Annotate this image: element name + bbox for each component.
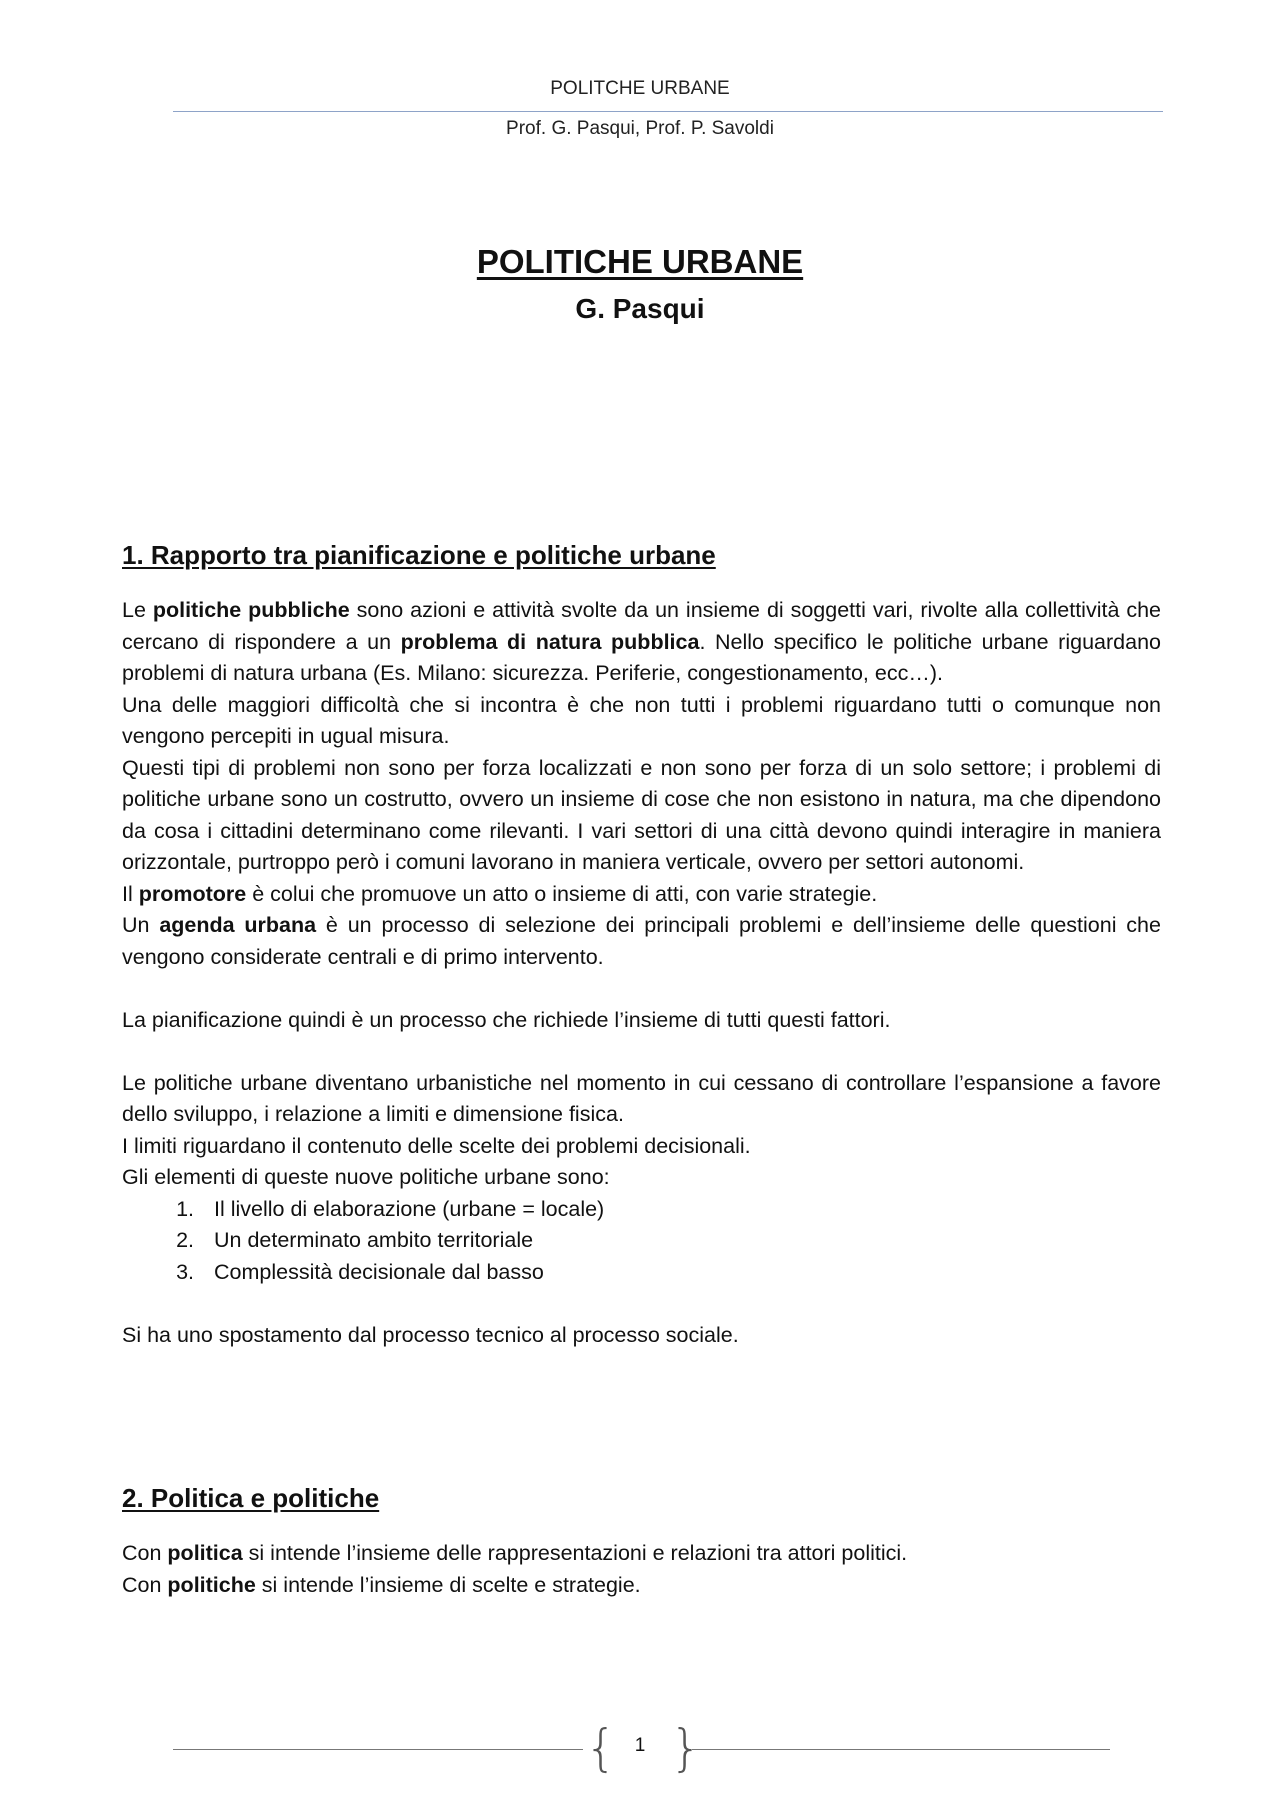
section-1-paragraph-5 <box>122 910 1161 973</box>
section-1-paragraph-10: Si ha uno spostamento dal processo tecnico al processo sociale. <box>122 1322 739 1347</box>
section-1-paragraph-6: La pianificazione quindi è un processo che richiede l’insieme di tutti questi fattori. <box>122 1007 891 1032</box>
left-bracket-icon: { <box>585 1719 617 1777</box>
text-run: è un processo di selezione dei principali problemi e dell’insieme delle questioni che vengono considerate centrali e di primo intervento. <box>122 913 1161 969</box>
bold-term: promotore <box>138 881 247 906</box>
text-run: Le <box>122 598 153 622</box>
section-1-paragraph-8: I limiti riguardano il contenuto delle scelte dei problemi decisionali. <box>122 1133 751 1158</box>
right-bracket-icon: } <box>670 1719 702 1777</box>
footer-line-right <box>692 1749 1110 1750</box>
section-1-paragraph-1 <box>122 595 1161 690</box>
section-1-paragraph-4 <box>122 879 1161 911</box>
text-run: Un <box>122 913 160 937</box>
bold-term: politica <box>167 1541 243 1565</box>
text-run: . Nello specifico le politiche urbane riguardano problemi di natura urbana (Es. Milano: sicurezza. Periferie, congestionamento, ecc…). <box>122 629 1161 685</box>
text-run: si intende l’insieme delle rappresentazioni e relazioni tra attori politici. <box>242 1541 908 1565</box>
section-2 <box>122 1483 1161 1601</box>
header-authors: Prof. G. Pasqui, Prof. P. Savoldi <box>506 118 774 139</box>
text-run: si intende l’insieme di scelte e strategie. <box>255 1572 641 1597</box>
section-1-paragraph-3: Questi tipi di problemi non sono per forza localizzati e non sono per forza di un solo settore; i problemi di politiche urbane sono un costrutto, ovvero un insieme di cose che non esistono in natura, ma che dipendono da cosa i cittadini determinano come rilevanti. I vari settori di una città devono quindi interagire in maniera orizzontale, purtroppo però i comuni lavorano in maniera verticale, ovvero per settori autonomi. <box>122 755 1161 874</box>
elements-list <box>122 1194 1161 1289</box>
header-title: POLITCHE URBANE <box>550 78 730 99</box>
list-item: 2. Un determinato ambito territoriale <box>200 1225 1161 1257</box>
text-run: Con <box>122 1541 168 1565</box>
page-footer <box>0 1719 1280 1777</box>
bold-term: problema di natura pubblica <box>400 629 700 654</box>
bold-term: politiche pubbliche <box>152 598 350 622</box>
section-1-paragraph-9: Gli elementi di queste nuove politiche urbane sono: <box>122 1165 610 1189</box>
list-item: 1. Il livello di elaborazione (urbane = locale) <box>200 1194 1161 1226</box>
section-1 <box>122 540 1161 1351</box>
page-number: 1 <box>634 1735 646 1756</box>
document-title: POLITICHE URBANE <box>476 243 804 280</box>
footer-line-left <box>173 1749 583 1750</box>
section-1-heading: 1. Rapporto tra pianificazione e politiche urbane <box>122 540 716 570</box>
section-1-paragraph-7: Le politiche urbane diventano urbanistiche nel momento in cui cessano di controllare l’espansione a favore dello sviluppo, i relazione a limiti e dimensione fisica. <box>122 1070 1161 1126</box>
text-run: sono azioni e attività svolte da un insieme di soggetti vari, rivolte alla collettività che cercano di rispondere a un <box>122 598 1161 654</box>
section-2-paragraph-1 <box>122 1538 1161 1570</box>
text-run: Il <box>122 881 139 906</box>
text-run: Con <box>122 1572 168 1597</box>
section-1-paragraph-2: Una delle maggiori difficoltà che si incontra è che non tutti i problemi riguardano tutti o comunque non vengono percepiti in ugual misura. <box>122 692 1161 748</box>
list-item: 3. Complessità decisionale dal basso <box>200 1257 1161 1289</box>
bold-term: politiche <box>167 1572 256 1597</box>
text-run: è colui che promuove un atto o insieme di atti, con varie strategie. <box>246 881 878 906</box>
bold-term: agenda urbana <box>159 913 317 937</box>
header-divider <box>173 111 1163 112</box>
section-2-paragraph-2 <box>122 1570 1161 1602</box>
section-2-heading: 2. Politica e politiche <box>122 1483 380 1513</box>
document-author: G. Pasqui <box>575 293 705 324</box>
